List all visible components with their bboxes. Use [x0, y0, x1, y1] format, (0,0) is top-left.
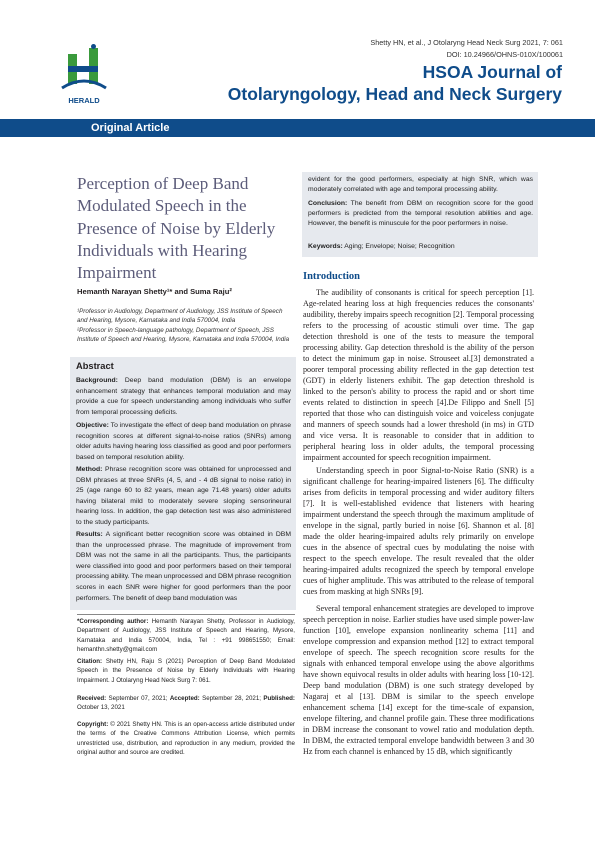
- accepted-date: September 28, 2021;: [202, 695, 262, 702]
- keywords: [308, 242, 533, 252]
- logo-text: HERALD: [68, 96, 100, 105]
- abstract-text: Deep band modulation (DBM) is an envelope enhancement strategy that enhances temporal modulation and may provide a cue for speech understanding among individuals who suffer from temporal processing deficits.: [76, 377, 291, 416]
- header-doi: DOI: 10.24966/OHNS-010X/100061: [446, 49, 563, 59]
- section-banner: [0, 119, 595, 137]
- copyright-label: Copyright:: [77, 721, 109, 728]
- citation-text: Shetty HN, Raju S (2021) Perception of Deep Band Modulated Speech in the Presence of Noise by Elderly Individuals with Hearing Impairment. J Otolaryng Head Neck Surg 7: 061.: [77, 658, 295, 684]
- intro-paragraph-1: The audibility of consonants is critical for speech perception [1]. Age-related hearing loss at high frequencies reduces the consonants' audibility, thereby impairs speech recognition [2]. Temporal processing refers to the processing of acoustic stimuli over time. The gap detection threshold is one of the tests to measure the temporal processing ability. Gap detection threshold is the ability of the person to detect the minimum gap in noise. Strouseet al.[3] demonstrated a poorer temporal processing ability reflected in the gap detection test (GDT) in elderly listeners exhibit. The gap detection threshold is linked to the person's ability to process the rapid and or short time events related to distinction in speech [4].De Filippo and Snell [5] reported that those who can distinguish voice and voiceless conjugate and manners of speech sounds had a lower threshold (in ms) in GTD and vice versa. It is reasonable to consider that in addition to peripheral hearing loss in older adults, the temporal processing impairment accounted for speech recognition impairment.: [303, 288, 534, 462]
- copyright-text: © 2021 Shetty HN. This is an open-access article distributed under the terms of the Creative Commons Attribution License, which permits unrestricted use, distribution, and reproduction in any medium, provided the original author and source are credited.: [77, 721, 295, 756]
- citation-label: Citation:: [77, 658, 103, 665]
- accepted-label: Accepted:: [169, 695, 200, 702]
- abstract-results: [76, 530, 291, 604]
- abstract-label: Method:: [76, 466, 103, 473]
- affiliation-1: ¹Professor in Audiology, Department of Audiology, JSS Institute of Speech and Hearing, Mysore, Karnataka and India 570004, India: [77, 308, 283, 325]
- header-citation-block: [370, 37, 563, 60]
- conclusion-label: Conclusion:: [308, 200, 348, 207]
- abstract-heading: Abstract: [76, 361, 114, 371]
- abstract-background: [76, 376, 291, 418]
- logo-dot: [91, 44, 96, 49]
- journal-title-line1: HSOA Journal of: [422, 62, 562, 82]
- abstract-label: Objective:: [76, 422, 109, 429]
- abstract-conclusion: [308, 199, 533, 229]
- corr-label: *Corresponding author:: [77, 618, 149, 625]
- abstract-text: To investigate the effect of deep band modulation on phrase recognition scores at different signal-to-noise ratios (SNRs) among older adults having hearing loss classified as good and poor performers based on temporal resolution ability.: [76, 422, 292, 461]
- logo-crossbar: [68, 66, 98, 72]
- conclusion-text: The benefit from DBM on recognition score for the good performers is predicted from the temporal resolution abilities and age. However, the benefit is minuscule for the poor performers in noise.: [308, 200, 533, 227]
- section-label: Original Article: [91, 122, 170, 134]
- dates-block: [77, 694, 295, 713]
- affiliation-2: ²Professor in Speech-language pathology, Department of Speech, JSS Institute of Speech and Hearing, Mysore, Karnataka and India 570004, India: [77, 327, 290, 344]
- introduction-heading: Introduction: [303, 271, 360, 282]
- abstract-text: A significant better recognition score was obtained in DBM than the unprocessed phrase. The magnitude of improvement from DBM was not the same in all the participants. Thus, the participants were classified into good and poor performers based on their temporal processing ability. The mean unprocessed and DBM phrase recognition scores in each SNR were higher for good performers than the poor performers. The benefit of deep band modulation was: [76, 531, 291, 602]
- abstract-box: [70, 357, 296, 610]
- corresponding-author: [77, 614, 295, 654]
- published-date: October 13, 2021: [77, 704, 125, 712]
- abstract-text: Phrase recognition score was obtained for unprocessed and DBM phrases at three SNRs (4, 5, and - 4 dB signal to noise ratio) in 25 (age range 60 to 82 years, mean age 71.48 years) older adults having bilateral mild to moderately severe sloping sensorineural hearing loss. In addition, the gap detection test was also administered to the study participants.: [76, 466, 292, 526]
- abstract-continuation-box: [302, 172, 538, 257]
- received-date: September 07, 2021;: [108, 695, 168, 702]
- article-authors: Hemanth Narayan Shetty¹* and Suma Raju²: [77, 287, 232, 296]
- abstract-continuation: evident for the good performers, especially at high SNR, which was moderately correlated with age and temporal processing ability.: [308, 176, 533, 193]
- abstract-objective: [76, 421, 291, 463]
- intro-paragraph-2: Understanding speech in poor Signal-to-Noise Ratio (SNR) is a significant challenge for hearing-impaired listeners [6]. The difficulty arises from deficits in temporal processing and wider auditory filters [7]. It is well-established evidence that listeners with hearing impairment understand the speech through the maximum amplitude of envelope in the signal, partly buried in noise [6]. Shannon et al. [8] made the older hearing-impaired adults rely primarily on envelope cues in the absence of spectral cues by modulating the noise with respect to the speech envelope. The result revealed that the older hearing-impaired adults recognized the speech by temporal envelope cues of higher amplitude. This was attributed to the release of temporal cues from masking at high SNRs [9].: [303, 466, 534, 596]
- herald-logo: [58, 44, 110, 106]
- intro-paragraph-3: Several temporal enhancement strategies are developed to improve speech perception in noise. Earlier studies have used simple power-law function [10], envelope expansion nonlinearity schema [11] and envelope compression and expansion method [12] to extract temporal envelope of speech. The speech recognition score results for the signals with enhanced temporal envelope using the above algorithms have shown equivocal results in older adults with hearing loss [10-12]. Deep band modulation (DBM) is one such strategy developed by Nagaraj et al [13]. DBM is similar to the speech envelope enhancement schema [14] except for the time-scale of expansion, envelope filtering, and channel profile gain. These three modifications in DBM increase the consonant to vowel ratio and modulation depth. In DBM, the extracted temporal envelope bandwidth between 3 and 30 Hz from each channel is enhanced by 15 dB, which significantly: [303, 604, 534, 756]
- copyright-block: [77, 720, 295, 757]
- abstract-label: Results:: [76, 531, 103, 538]
- citation-block: [77, 657, 295, 685]
- keywords-text: Aging; Envelope; Noise; Recognition: [344, 243, 455, 250]
- abstract-label: Background:: [76, 377, 118, 384]
- received-label: Received:: [77, 695, 107, 702]
- keywords-label: Keywords:: [308, 243, 343, 250]
- abstract-method: [76, 465, 291, 529]
- journal-title-line2: Otolaryngology, Head and Neck Surgery: [227, 84, 562, 104]
- corr-text: Hemanth Narayan Shetty, Professor in Audiology, Department of Audiology, JSS Institute of Speech and Hearing, Mysore, Karnataka and India 570004, India, Tel : +91 998651550; Email: hemanthn.shetty@gmail.com: [77, 618, 295, 653]
- article-title: Perception of Deep Band Modulated Speech in the Presence of Noise by Elderly Individuals with Hearing Impairment: [77, 174, 276, 283]
- header-citation: Shetty HN, et al., J Otolaryng Head Neck Surg 2021, 7: 061: [370, 38, 563, 47]
- published-label: Published:: [263, 695, 295, 702]
